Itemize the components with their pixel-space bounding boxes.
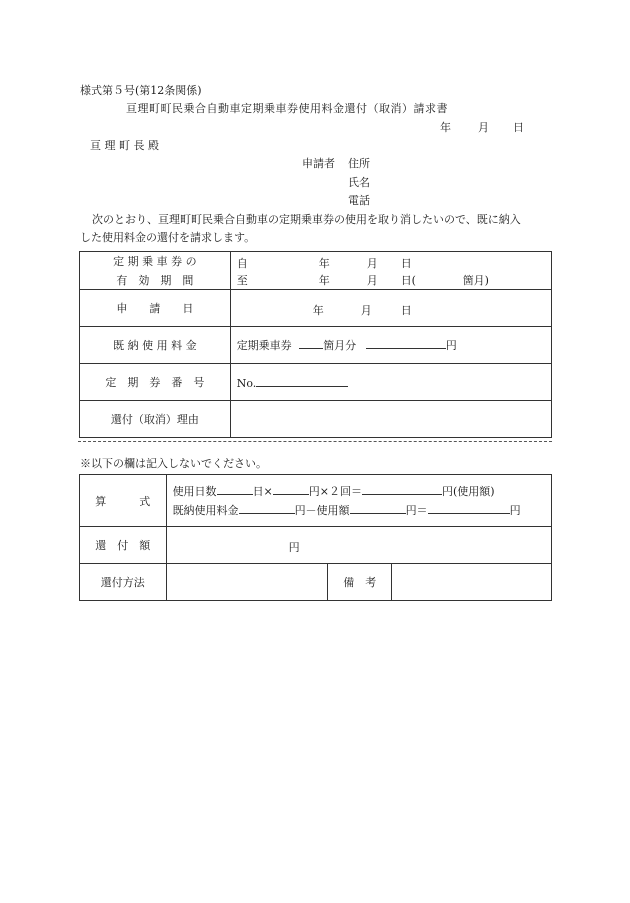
to-year: 年 [318,273,330,287]
paid-fee-label: 既 納 使 用 料 金 [80,327,231,364]
date-year: 年 [440,121,451,134]
validity-period-field[interactable] [230,252,551,290]
calc-usage-blank [362,483,442,495]
calc-days-label: 使用日数 [172,484,217,498]
validity-period-label [80,252,231,290]
remarks-field [392,564,552,601]
from-year: 年 [318,256,330,270]
form-number: 様式第５号(第12条関係) [80,84,202,97]
reason-row [80,401,552,438]
cut-line-divider [78,441,552,442]
apply-date-row [80,290,552,327]
paid-fee-prefix: 定期乗車券 [236,339,292,352]
from-month: 月 [366,256,378,270]
date-day: 日 [513,121,524,134]
ticket-number-blank[interactable] [256,375,348,387]
refund-amount-row [80,527,552,564]
applicant-phone-label: 電話 [348,194,370,207]
calc-paid-blank [239,502,295,514]
ticket-number-field[interactable] [230,364,551,401]
applicant-name-label: 氏名 [348,176,370,189]
ticket-number-row [80,364,552,401]
validity-period-label-line1: 定 期 乗 車 券 の [113,255,197,268]
to-day: 日( [400,273,416,287]
yen-blank[interactable] [366,337,446,349]
paid-fee-field[interactable] [230,327,551,364]
calc-minus-usage: 円－使用額 [294,503,350,517]
date-month: 月 [478,121,489,134]
paid-fee-row [80,327,552,364]
months-count: 箇月) [462,273,489,287]
ticket-number-label: 定 期 券 番 号 [80,364,231,401]
refund-amount-field [166,527,551,564]
calc-paid-label: 既納使用料金 [172,503,239,517]
calc-days-blank [217,483,253,495]
reason-field[interactable] [230,401,551,438]
calc-field [166,475,551,527]
paid-fee-months: 箇月分 [323,339,357,352]
calc-usage-label: 円(使用額) [442,484,495,498]
calc-result-yen: 円 [509,503,521,517]
application-table [79,251,552,438]
to-month: 月 [366,273,378,287]
refund-method-label: 還付方法 [80,564,167,601]
calc-row [80,475,552,527]
refund-amount-yen: 円 [288,541,300,554]
remarks-label: 備 考 [328,564,392,601]
calc-result-blank [428,502,510,514]
refund-method-row [80,564,552,601]
refund-method-field [166,564,328,601]
office-use-note: ※以下の欄は記入しないでください。 [80,457,267,470]
calc-price-blank [273,483,309,495]
calc-label: 算 式 [80,475,167,527]
from-label: 自 [236,256,248,270]
ticket-number-prefix: No. [236,376,257,390]
apply-day: 日 [400,304,412,317]
apply-year: 年 [312,304,324,317]
paid-fee-yen: 円 [445,339,457,352]
to-label: 至 [236,273,248,287]
validity-period-label-line2: 有 効 期 間 [116,274,194,287]
office-use-table [79,474,552,601]
calc-usage2-blank [350,502,406,514]
applicant-label: 申請者 [302,157,335,170]
body-text-line1: 次のとおり、亘理町町民乗合自動車の定期乗車券の使用を取り消したいので、既に納入 [92,213,521,226]
addressee: 亘 理 町 長 殿 [90,139,159,152]
calc-equals: 円＝ [405,503,428,517]
reason-label: 還付（取消）理由 [80,401,231,438]
apply-date-label: 申 請 日 [80,290,231,327]
calc-days-unit: 日× [252,484,273,498]
refund-amount-label: 還 付 額 [80,527,167,564]
apply-date-field[interactable] [230,290,551,327]
months-blank[interactable] [299,337,323,349]
from-day: 日 [400,256,412,270]
body-text-line2: した使用料金の還付を請求します。 [80,231,256,244]
form-title: 亘理町町民乗合自動車定期乗車券使用料金還付（取消）請求書 [126,102,448,115]
applicant-address-label: 住所 [348,157,370,170]
validity-period-row [80,252,552,290]
calc-times: 円×２回＝ [308,484,362,498]
apply-month: 月 [360,304,372,317]
